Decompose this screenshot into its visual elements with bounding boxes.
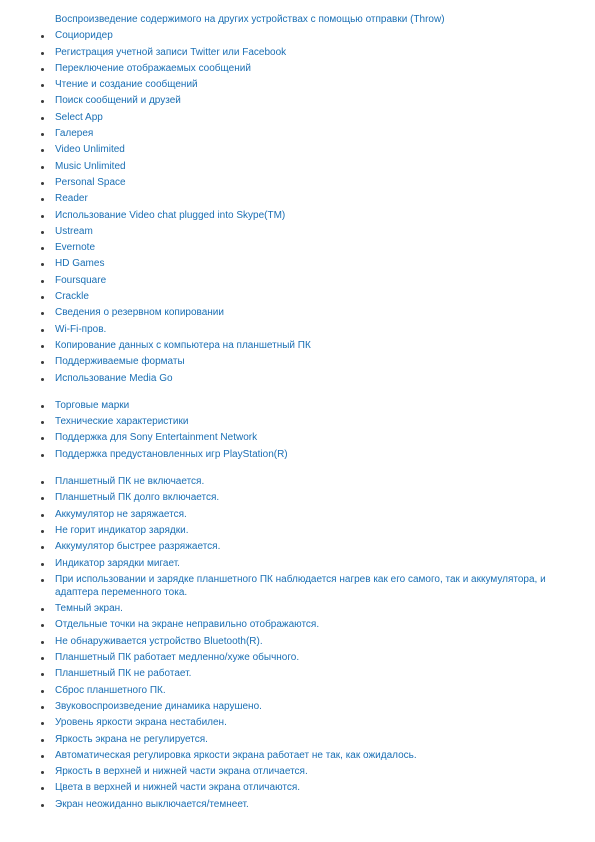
link-text[interactable]: Использование Media Go xyxy=(55,372,173,384)
list-item-link[interactable] xyxy=(0,414,595,430)
link-text[interactable]: Поддержка предустановленных игр PlayStation(R) xyxy=(55,448,288,460)
list-item-link[interactable] xyxy=(0,371,595,387)
bullet-icon xyxy=(41,296,44,299)
list-item-link[interactable] xyxy=(0,650,595,666)
link-text[interactable]: Звуковоспроизведение динамика нарушено. xyxy=(55,700,262,712)
list-item-link[interactable] xyxy=(0,77,595,93)
list-item-link[interactable] xyxy=(0,601,595,617)
list-item-link[interactable] xyxy=(0,666,595,682)
link-text[interactable]: Wi-Fi-пров. xyxy=(55,323,107,335)
link-text[interactable]: Социоридер xyxy=(55,30,113,42)
list-item-link[interactable] xyxy=(0,430,595,446)
bullet-icon xyxy=(41,198,44,201)
list-item-link[interactable] xyxy=(0,572,595,601)
bullet-icon xyxy=(41,100,44,103)
bullet-icon xyxy=(41,421,44,424)
bullet-icon xyxy=(41,608,44,611)
bullet-icon xyxy=(41,378,44,381)
bullet-icon xyxy=(41,84,44,87)
link-text[interactable]: Ustream xyxy=(55,225,93,237)
bullet-icon xyxy=(41,771,44,774)
link-text[interactable]: Планшетный ПК не работает. xyxy=(55,668,192,680)
list-item-link[interactable] xyxy=(0,764,595,780)
link-text[interactable]: Не обнаруживается устройство Bluetooth(R). xyxy=(55,635,263,647)
link-text[interactable]: Чтение и создание сообщений xyxy=(55,79,198,91)
link-text[interactable]: Аккумулятор быстрее разряжается. xyxy=(55,541,221,553)
list-item-link[interactable] xyxy=(0,338,595,354)
link-throw-playback[interactable]: Воспроизведение содержимого на других устройствах с помощью отправки (Throw) xyxy=(55,14,445,25)
list-item-link[interactable] xyxy=(0,354,595,370)
bullet-icon xyxy=(41,247,44,250)
bullet-icon xyxy=(41,231,44,234)
bullet-icon xyxy=(41,437,44,440)
bullet-icon xyxy=(41,706,44,709)
bullet-icon xyxy=(41,329,44,332)
link-text[interactable]: Планшетный ПК долго включается. xyxy=(55,492,220,504)
bullet-icon xyxy=(41,166,44,169)
bullet-icon xyxy=(41,641,44,644)
link-text[interactable]: Music Unlimited xyxy=(55,160,126,172)
list-item-link[interactable] xyxy=(0,305,595,321)
link-text[interactable]: Evernote xyxy=(55,242,96,254)
list-item-link[interactable] xyxy=(0,175,595,191)
link-text[interactable]: Цвета в верхней и нижней части экрана отличаются. xyxy=(55,782,301,794)
link-text[interactable]: Переключение отображаемых сообщений xyxy=(55,62,251,74)
list-item-link[interactable] xyxy=(0,490,595,506)
bullet-icon xyxy=(41,514,44,517)
list-item-link[interactable] xyxy=(0,780,595,796)
bullet-icon xyxy=(41,546,44,549)
link-text[interactable]: Не горит индикатор зарядки. xyxy=(55,524,189,536)
bullet-icon xyxy=(41,182,44,185)
list-item-link[interactable] xyxy=(0,507,595,523)
bullet-icon xyxy=(41,149,44,152)
bullet-icon xyxy=(41,497,44,500)
link-text[interactable]: Поддерживаемые форматы xyxy=(55,356,185,368)
bullet-icon xyxy=(41,405,44,408)
list-item-link[interactable] xyxy=(0,93,595,109)
list-item-link[interactable] xyxy=(0,539,595,555)
bullet-icon xyxy=(41,35,44,38)
link-text[interactable]: Crackle xyxy=(55,291,89,303)
link-text[interactable]: Personal Space xyxy=(55,176,126,188)
link-text[interactable]: Select App xyxy=(55,111,103,123)
section-gap xyxy=(0,463,595,474)
section-gap xyxy=(0,387,595,398)
bullet-icon xyxy=(41,690,44,693)
link-text[interactable]: Галерея xyxy=(55,128,94,140)
list-item-link[interactable] xyxy=(0,398,595,414)
bullet-icon xyxy=(41,215,44,218)
list-item-link[interactable] xyxy=(0,208,595,224)
bullet-icon xyxy=(41,624,44,627)
link-text[interactable]: Технические характеристики xyxy=(55,416,189,428)
list-item-link[interactable] xyxy=(0,256,595,272)
list-item-link[interactable] xyxy=(0,191,595,207)
bullet-icon xyxy=(41,312,44,315)
list-item-link[interactable] xyxy=(0,699,595,715)
list-item-link[interactable] xyxy=(0,748,595,764)
link-text[interactable]: Reader xyxy=(55,193,88,205)
list-item-link[interactable] xyxy=(0,240,595,256)
list-item-link[interactable] xyxy=(0,474,595,490)
list-item-link[interactable] xyxy=(0,273,595,289)
link-text[interactable]: Яркость в верхней и нижней части экрана отличается. xyxy=(55,766,308,778)
list-item-link[interactable] xyxy=(0,322,595,338)
bullet-icon xyxy=(41,345,44,348)
link-text[interactable]: Video Unlimited xyxy=(55,144,125,156)
bullet-icon xyxy=(41,454,44,457)
bullet-icon xyxy=(41,52,44,55)
link-list-troubleshooting xyxy=(0,474,595,813)
list-item-link[interactable] xyxy=(0,797,595,813)
link-text[interactable]: HD Games xyxy=(55,258,105,270)
list-item-link[interactable] xyxy=(0,683,595,699)
link-text[interactable]: Планшетный ПК не включается. xyxy=(55,476,205,488)
list-item-link[interactable] xyxy=(0,289,595,305)
link-text[interactable]: Поиск сообщений и друзей xyxy=(55,95,181,107)
list-item-link[interactable] xyxy=(0,523,595,539)
list-item-link[interactable] xyxy=(0,732,595,748)
bullet-icon xyxy=(41,804,44,807)
list-item-link[interactable] xyxy=(0,142,595,158)
bullet-icon xyxy=(41,117,44,120)
bullet-icon xyxy=(41,280,44,283)
link-text[interactable]: Аккумулятор не заряжается. xyxy=(55,508,187,520)
link-list-apps xyxy=(0,28,595,387)
link-text[interactable]: Foursquare xyxy=(55,274,107,286)
list-item-link[interactable] xyxy=(0,126,595,142)
bullet-icon xyxy=(41,263,44,266)
document-page xyxy=(0,12,595,813)
link-text[interactable]: Яркость экрана не регулируется. xyxy=(55,733,208,745)
link-text[interactable]: Сброс планшетного ПК. xyxy=(55,684,166,696)
list-item-link[interactable] xyxy=(0,28,595,44)
link-text[interactable]: Использование Video chat plugged into Skype(TM) xyxy=(55,209,286,221)
list-item-link[interactable] xyxy=(0,45,595,61)
bullet-icon xyxy=(41,68,44,71)
link-text[interactable]: Индикатор зарядки мигает. xyxy=(55,557,180,569)
bullet-icon xyxy=(41,133,44,136)
link-text[interactable]: Планшетный ПК работает медленно/хуже обычного. xyxy=(55,652,300,664)
link-text[interactable]: Регистрация учетной записи Twitter или Facebook xyxy=(55,46,287,58)
bullet-icon xyxy=(41,739,44,742)
bullet-icon xyxy=(41,530,44,533)
list-item-link[interactable] xyxy=(0,634,595,650)
list-item-link[interactable] xyxy=(0,617,595,633)
bullet-icon xyxy=(41,657,44,660)
list-item-link[interactable] xyxy=(0,715,595,731)
bullet-icon xyxy=(41,361,44,364)
list-item-link[interactable] xyxy=(0,159,595,175)
bullet-icon xyxy=(41,563,44,566)
link-text[interactable]: Копирование данных с компьютера на планшетный ПК xyxy=(55,339,311,351)
list-item-link[interactable] xyxy=(0,447,595,463)
bullet-icon xyxy=(41,787,44,790)
bullet-icon xyxy=(41,481,44,484)
link-text[interactable]: Поддержка для Sony Entertainment Network xyxy=(55,432,258,444)
link-text[interactable]: Отдельные точки на экране неправильно отображаются. xyxy=(55,619,320,631)
list-item-link[interactable] xyxy=(0,556,595,572)
bullet-icon xyxy=(41,673,44,676)
link-text[interactable]: Сведения о резервном копировании xyxy=(55,307,224,319)
link-text[interactable]: Экран неожиданно выключается/темнеет. xyxy=(55,798,249,810)
link-text[interactable]: Автоматическая регулировка яркости экрана работает не так, как ожидалось. xyxy=(55,749,417,761)
list-item-link[interactable] xyxy=(0,110,595,126)
bullet-icon xyxy=(41,722,44,725)
list-item-link[interactable] xyxy=(0,61,595,77)
bullet-icon xyxy=(41,579,44,582)
bullet-icon xyxy=(41,755,44,758)
link-text[interactable]: Уровень яркости экрана нестабилен. xyxy=(55,717,227,729)
link-text[interactable]: Торговые марки xyxy=(55,399,130,411)
link-text[interactable]: Темный экран. xyxy=(55,603,123,615)
link-text[interactable]: При использовании и зарядке планшетного ПК наблюдается нагрев как его самого, так и аккумулятора, и адаптера переменного тока. xyxy=(55,574,546,599)
link-list-info xyxy=(0,398,595,463)
list-item-link[interactable] xyxy=(0,224,595,240)
